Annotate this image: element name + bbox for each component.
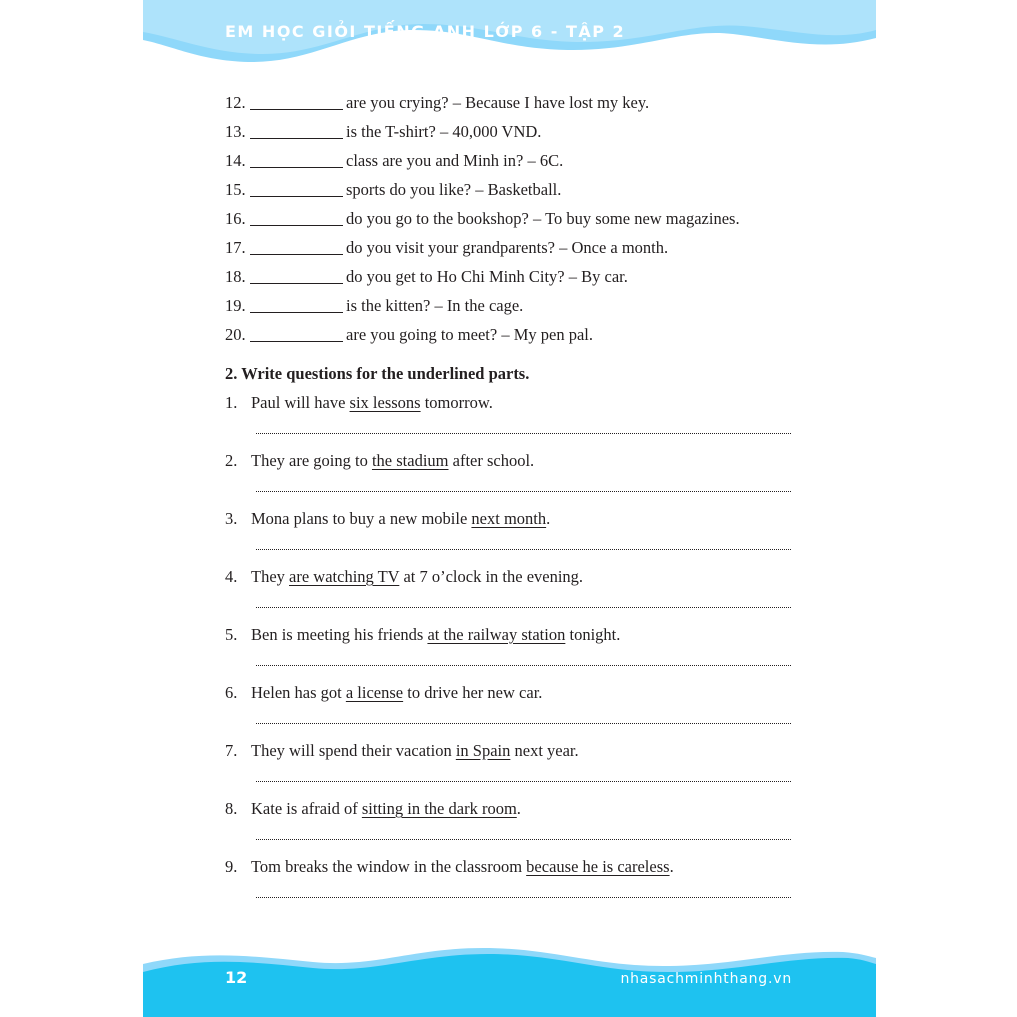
fill-in-question-list [225, 88, 795, 349]
underlined-part: the stadium [371, 451, 449, 470]
sentence-before: Tom breaks the window in the classroom [251, 857, 527, 876]
question-text: do you go to the bookshop? – To buy some new magazines. [346, 209, 740, 228]
question-number: 19. [225, 296, 246, 315]
item-number: 1. [225, 393, 238, 412]
question-number: 12. [225, 93, 246, 112]
answer-blank [250, 121, 343, 139]
underlined-part: sitting in the dark room [361, 799, 517, 818]
answer-dotted-line [256, 547, 791, 550]
section-2-title: 2. Write questions for the underlined parts. [225, 364, 530, 383]
sentence-before: Ben is meeting his friends [251, 625, 428, 644]
question-text: are you going to meet? – My pen pal. [346, 325, 593, 344]
underlined-part: six lessons [349, 393, 421, 412]
item-number: 9. [225, 857, 238, 876]
sentence-before: They [251, 567, 290, 586]
sentence-after: . [516, 799, 521, 818]
fill-in-question [225, 320, 795, 349]
item-number: 5. [225, 625, 238, 644]
sentence-before: Kate is afraid of [251, 799, 362, 818]
question-number: 16. [225, 209, 246, 228]
item-number: 6. [225, 683, 238, 702]
question-text: do you visit your grandparents? – Once a month. [346, 238, 669, 257]
question-number: 13. [225, 122, 246, 141]
sentence-before: They will spend their vacation [251, 741, 456, 760]
sentence-before: Paul will have [251, 393, 350, 412]
sentence-before: They are going to [251, 451, 372, 470]
underlined-part: a license [345, 683, 404, 702]
rewrite-question-item [225, 794, 795, 852]
fill-in-question [225, 233, 795, 262]
answer-blank [250, 295, 343, 313]
answer-dotted-line [256, 489, 791, 492]
sentence-after: at 7 o’clock in the evening. [399, 567, 584, 586]
underlined-part: in Spain [455, 741, 511, 760]
question-number: 18. [225, 267, 246, 286]
answer-blank [250, 179, 343, 197]
rewrite-question-item [225, 562, 795, 620]
answer-blank [250, 266, 343, 284]
sentence-after: . [669, 857, 674, 876]
underlined-part: because he is careless [526, 857, 670, 876]
fill-in-question [225, 117, 795, 146]
header-title: EM HỌC GIỎI TIẾNG ANH LỚP 6 - TẬP 2 [225, 22, 626, 41]
answer-dotted-line [256, 721, 791, 724]
worksheet-content [225, 88, 795, 910]
question-text: do you get to Ho Chi Minh City? – By car. [346, 267, 628, 286]
sentence-after: next year. [510, 741, 579, 760]
question-text: class are you and Minh in? – 6C. [346, 151, 564, 170]
rewrite-question-item [225, 504, 795, 562]
answer-dotted-line [256, 605, 791, 608]
fill-in-question [225, 291, 795, 320]
answer-blank [250, 208, 343, 226]
rewrite-question-item [225, 736, 795, 794]
answer-dotted-line [256, 779, 791, 782]
rewrite-question-item [225, 446, 795, 504]
fill-in-question [225, 175, 795, 204]
item-number: 2. [225, 451, 238, 470]
book-page [143, 0, 876, 1017]
sentence-after: after school. [448, 451, 535, 470]
fill-in-question [225, 204, 795, 233]
question-number: 17. [225, 238, 246, 257]
sentence-after: to drive her new car. [403, 683, 543, 702]
answer-dotted-line [256, 837, 791, 840]
answer-blank [250, 237, 343, 255]
page-number: 12 [225, 968, 248, 987]
sentence-after: . [546, 509, 551, 528]
question-text: is the T-shirt? – 40,000 VND. [346, 122, 542, 141]
underlined-part: are watching TV [289, 567, 400, 586]
answer-blank [250, 92, 343, 110]
answer-blank [250, 324, 343, 342]
question-number: 14. [225, 151, 246, 170]
sentence-after: tonight. [565, 625, 621, 644]
underlined-part: at the railway station [427, 625, 566, 644]
sentence-after: tomorrow. [420, 393, 493, 412]
rewrite-question-item [225, 852, 795, 910]
question-text: sports do you like? – Basketball. [346, 180, 562, 199]
item-number: 4. [225, 567, 238, 586]
question-text: are you crying? – Because I have lost my key. [346, 93, 650, 112]
answer-dotted-line [256, 663, 791, 666]
question-text: is the kitten? – In the cage. [346, 296, 524, 315]
answer-blank [250, 150, 343, 168]
underlined-question-list [225, 388, 795, 910]
sentence-before: Helen has got [251, 683, 346, 702]
question-number: 20. [225, 325, 246, 344]
sentence-before: Mona plans to buy a new mobile [251, 509, 472, 528]
underlined-part: next month [471, 509, 547, 528]
rewrite-question-item [225, 620, 795, 678]
fill-in-question [225, 88, 795, 117]
rewrite-question-item [225, 388, 795, 446]
answer-dotted-line [256, 895, 791, 898]
rewrite-question-item [225, 678, 795, 736]
publisher-website: nhasachminhthang.vn [620, 971, 792, 987]
item-number: 8. [225, 799, 238, 818]
fill-in-question [225, 146, 795, 175]
question-number: 15. [225, 180, 246, 199]
item-number: 3. [225, 509, 238, 528]
item-number: 7. [225, 741, 238, 760]
answer-dotted-line [256, 431, 791, 434]
fill-in-question [225, 262, 795, 291]
